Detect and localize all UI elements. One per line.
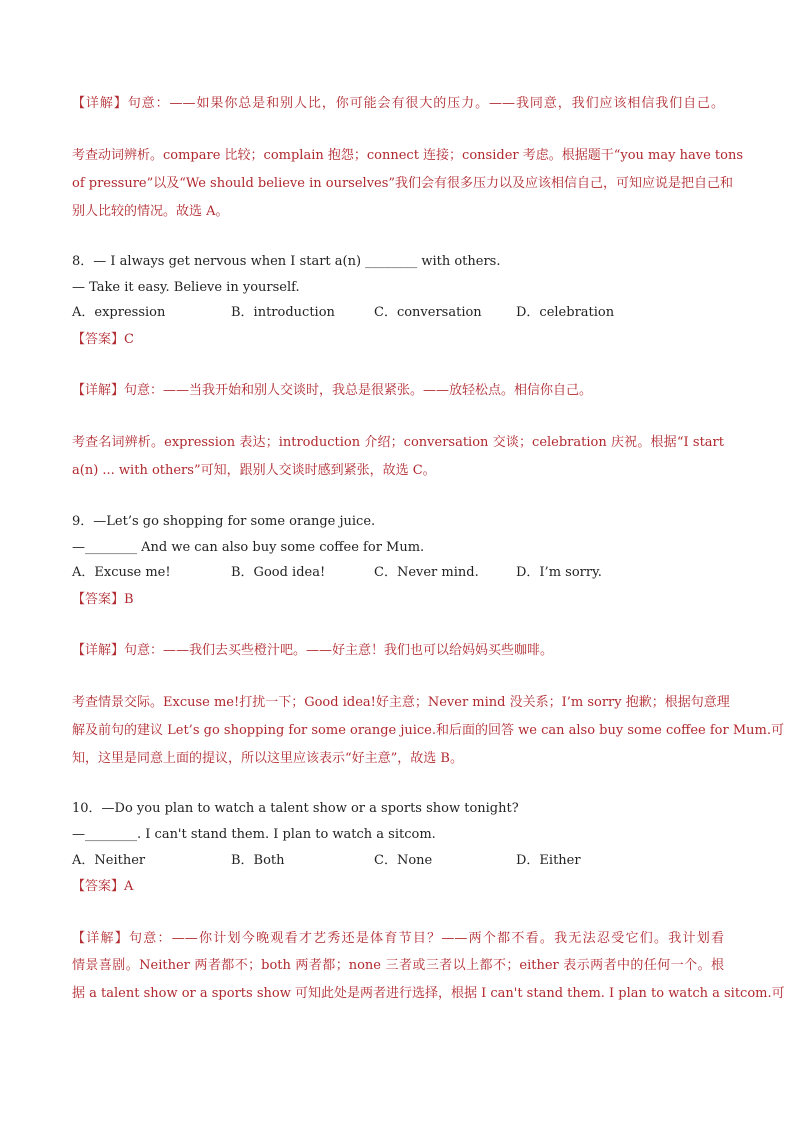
q9-answer: 【答案】B: [72, 592, 134, 607]
q10-explanation-line-2: 情景喜剧。Neither 两者都不；both 两者都；none 三者或三者以上都不；either 表示两者中的任何一个。根: [72, 958, 724, 973]
q8-answer: 【答案】C: [72, 332, 134, 347]
q9-explanation: 【详解】句意：——我们去买些橙汁吧。——好主意！我们也可以给妈妈买些咖啡。: [72, 643, 554, 658]
q9-analysis-line-1: 考查情景交际。Excuse me!打扰一下；Good idea!好主意；Never mind 没关系；I’m sorry 抱歉；根据句意理: [72, 695, 730, 710]
q8-option-c: C．conversation: [374, 305, 482, 320]
q8-option-b: B．introduction: [231, 305, 335, 320]
q10-option-a: A．Neither: [72, 853, 146, 868]
q8-analysis-line-2: a(n) ... with others”可知，跟别人交谈时感到紧张，故选 C。: [72, 463, 436, 478]
q9-option-a: A．Excuse me!: [72, 565, 171, 580]
q9-stem-line-2: —________ And we can also buy some coffee for Mum.: [72, 540, 425, 555]
q10-stem-line-2: —________. I can't stand them. I plan to watch a sitcom.: [72, 827, 436, 842]
q10-option-b: B．Both: [231, 853, 285, 868]
q8-option-d: D．celebration: [516, 305, 615, 320]
q7-analysis-line-1: 考查动词辨析。compare 比较；complain 抱怨；connect 连接；consider 考虑。根据题干“you may have tons: [72, 148, 743, 163]
q8-explanation: 【详解】句意：——当我开始和别人交谈时，我总是很紧张。——放轻松点。相信你自己。: [72, 383, 593, 398]
q7-analysis-line-3: 别人比较的情况。故选 A。: [72, 204, 229, 219]
q10-stem-line-1: 10．—Do you plan to watch a talent show or a sports show tonight?: [72, 801, 519, 816]
q7-explanation: 【详解】句意：——如果你总是和别人比，你可能会有很大的压力。——我同意，我们应该相信我们自己。: [72, 96, 724, 111]
q8-stem-line-2: — Take it easy. Believe in yourself.: [72, 280, 300, 295]
q8-option-a: A．expression: [72, 305, 166, 320]
q9-stem-line-1: 9．—Let’s go shopping for some orange juice.: [72, 514, 376, 529]
q10-option-d: D．Either: [516, 853, 581, 868]
q7-analysis-line-2: of pressure”以及“We should believe in ourselves”我们会有很多压力以及应该相信自己，可知应说是把自己和: [72, 176, 734, 191]
q10-answer: 【答案】A: [72, 879, 134, 894]
q9-option-b: B．Good idea!: [231, 565, 326, 580]
q10-explanation-line-3: 据 a talent show or a sports show 可知此处是两者进行选择，根据 I can't stand them. I plan to watch a sitcom.可: [72, 986, 785, 1001]
q9-analysis-line-3: 知，这里是同意上面的提议，所以这里应该表示“好主意”，故选 B。: [72, 751, 463, 766]
q8-analysis-line-1: 考查名词辨析。expression 表达；introduction 介绍；conversation 交谈；celebration 庆祝。根据“I start: [72, 435, 724, 450]
q9-option-d: D．I’m sorry.: [516, 565, 602, 580]
q8-stem-line-1: 8．— I always get nervous when I start a(n) ________ with others.: [72, 254, 501, 269]
q9-analysis-line-2: 解及前句的建议 Let’s go shopping for some orange juice.和后面的回答 we can also buy some coffee for Mum.可: [72, 723, 784, 738]
q10-explanation-line-1: 【详解】句意：——你计划今晚观看才艺秀还是体育节目？——两个都不看。我无法忍受它们。我计划看: [72, 931, 724, 946]
q10-option-c: C．None: [374, 853, 433, 868]
q9-option-c: C．Never mind.: [374, 565, 479, 580]
